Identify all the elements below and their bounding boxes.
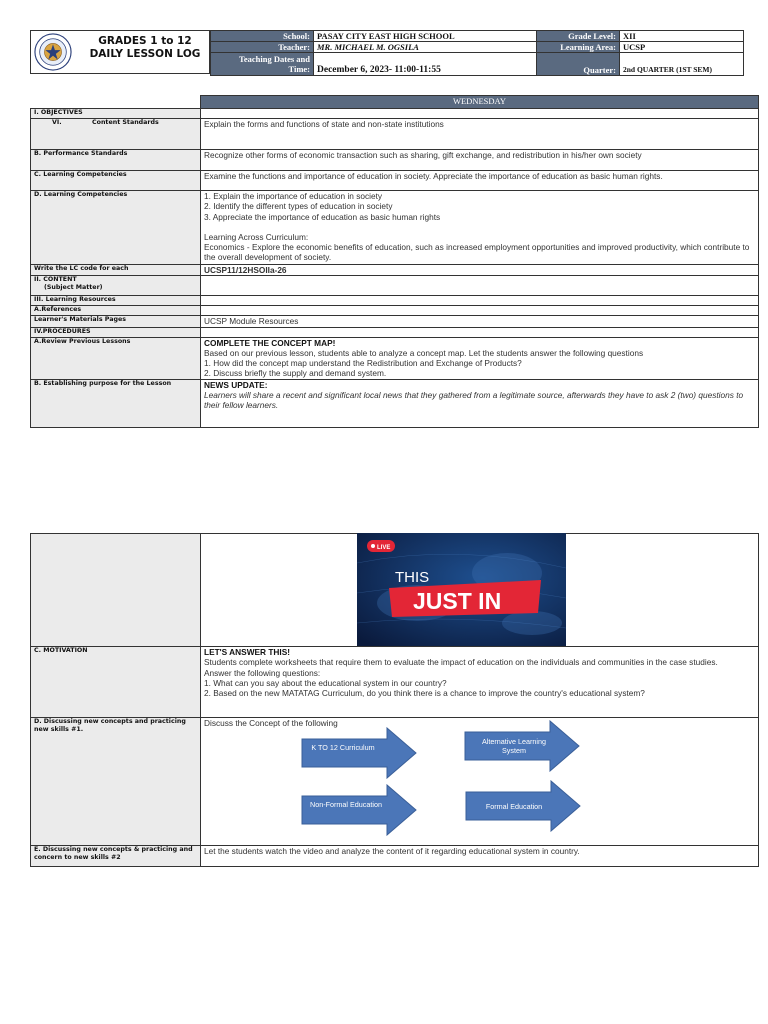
objectives-label: I. OBJECTIVES (31, 109, 201, 119)
performance-label: B. Performance Standards (31, 150, 201, 171)
lc-code-value: UCSP11/12HSOIIa-26 (201, 265, 759, 276)
discuss1-label: D. Discussing new concepts and practicing new skills #1. (31, 718, 201, 846)
arrow-als-label: Alternative Learning System (482, 737, 546, 755)
quarter-value: 2nd QUARTER (1ST SEM) (620, 53, 744, 76)
discuss2-label: E. Discussing new concepts & practicing and concern to new skills #2 (31, 846, 201, 867)
dates-label-line1: Teaching Dates and (238, 54, 310, 64)
references-label: A.References (31, 306, 201, 316)
this-text: THIS (395, 569, 430, 586)
review-line-3: 2. Discuss briefly the supply and demand system. (204, 368, 387, 379)
performance-value: Recognize other forms of economic transaction such as sharing, gift exchange, and redistribution in his/her own society (201, 150, 759, 171)
header-title (81, 35, 209, 61)
motivation-title: LET'S ANSWER THIS! (204, 647, 291, 657)
procedures-label: IV.PROCEDURES (31, 327, 201, 337)
motivation-line-1: Students complete worksheets that require them to evaluate the impact of education on the individuals and communities in the case studies. (204, 657, 718, 668)
motivation-value (201, 647, 759, 718)
header-title-line2: DAILY LESSON LOG (89, 48, 201, 60)
content-standards-value: Explain the forms and functions of state and non-state institutions (201, 119, 759, 150)
live-badge-text: LIVE (377, 545, 391, 551)
dates-label (211, 53, 314, 76)
teacher-label: Teacher: (211, 42, 314, 53)
just-in-text: JUST IN (413, 588, 502, 614)
purpose-title: NEWS UPDATE: (204, 379, 268, 390)
lc-d-item-1: 1. Explain the importance of education in society (204, 191, 383, 201)
motivation-line-3: 1. What can you say about the educational system in our country? (204, 677, 447, 688)
quarter-label: Quarter: (537, 53, 620, 76)
dates-value: December 6, 2023- 11:00-11:55 (314, 53, 537, 76)
day-header: WEDNESDAY (201, 96, 759, 109)
area-value: UCSP (620, 42, 744, 53)
content-standards-num: VI. (52, 119, 62, 126)
arrow-nfe (301, 784, 417, 836)
review-label: A.Review Previous Lessons (31, 337, 201, 379)
review-line-1: Based on our previous lesson, students able to analyze a concept map. Let the students answer the following questions (204, 347, 644, 358)
content-standards-text: Content Standards (92, 119, 159, 126)
header-title-box (30, 30, 210, 74)
review-line-2: 1. How did the concept map understand the Redistribution and Exchange of Products? (204, 358, 522, 369)
arrow-shape-icon (301, 727, 417, 779)
motivation-line-2: Answer the following questions: (204, 667, 321, 678)
lc-c-value: Examine the functions and importance of education in society. Appreciate the importance of education as basic human rights. (201, 171, 759, 191)
resources-label: III. Learning Resources (31, 296, 201, 306)
arrow-k12 (301, 727, 417, 779)
lc-d-label: D. Learning Competencies (31, 191, 201, 265)
header-info-table (210, 30, 744, 76)
content-standards-label (31, 119, 201, 150)
teacher-value: MR. MICHAEL M. OGSILA (314, 42, 537, 53)
discuss1-value: Discuss the Concept of the following (201, 718, 759, 846)
discuss2-value: Let the students watch the video and analyze the content of it regarding educational system in country. (201, 846, 759, 867)
arrow-shape-icon (301, 784, 417, 836)
across-curriculum-title: Learning Across Curriculum: (204, 231, 309, 242)
purpose-text: Learners will share a recent and significant local news that they gathered from a legitimate source, afterwards they have to ask 2 (two) questions to their fellow learners. (204, 390, 744, 411)
arrow-als (464, 720, 580, 772)
school-label: School: (211, 31, 314, 42)
lc-code-label: Write the LC code for each (31, 265, 201, 276)
review-title: COMPLETE THE CONCEPT MAP! (204, 337, 336, 348)
arrow-nfe-label: Non-Formal Education (310, 800, 382, 809)
dates-label-line2: Time: (288, 64, 310, 74)
lc-d-value (201, 191, 759, 265)
learners-value: UCSP Module Resources (201, 316, 759, 327)
lc-d-item-3: 3. Appreciate the importance of education as basic human rights (204, 211, 441, 222)
grade-value: XII (620, 31, 744, 42)
deped-seal-icon (34, 33, 72, 71)
subject-matter: (Subject Matter) (44, 284, 103, 292)
content-title: II. CONTENT (34, 276, 77, 284)
news-banner-graphic (357, 533, 566, 646)
purpose-label: B. Establishing purpose for the Lesson (31, 379, 201, 427)
arrow-formal-label: Formal Education (485, 802, 543, 811)
area-label: Learning Area: (537, 42, 620, 53)
this-just-in-image (357, 533, 566, 646)
grade-label: Grade Level: (537, 31, 620, 42)
motivation-line-4: 2. Based on the new MATATAG Curriculum, do you think there is a chance to improve the country's educational system? (204, 688, 645, 699)
school-value: PASAY CITY EAST HIGH SCHOOL (314, 31, 537, 42)
lesson-table-page1 (30, 95, 759, 428)
motivation-label: C. MOTIVATION (31, 647, 201, 718)
content-label (31, 276, 201, 296)
arrow-k12-label: K TO 12 Curriculum (311, 743, 375, 752)
purpose-value (201, 379, 759, 427)
review-value (201, 337, 759, 379)
lc-d-item-2: 2. Identify the different types of education in society (204, 201, 393, 212)
header-title-line1: GRADES 1 to 12 (98, 35, 192, 47)
lc-c-label: C. Learning Competencies (31, 171, 201, 191)
across-curriculum-text: Economics - Explore the economic benefits of education, such as increased employment opportunities and improved productivity, which contribute to the overall development of society. (204, 242, 750, 263)
learners-label: Learner's Materials Pages (31, 316, 201, 327)
arrow-formal (465, 780, 581, 832)
